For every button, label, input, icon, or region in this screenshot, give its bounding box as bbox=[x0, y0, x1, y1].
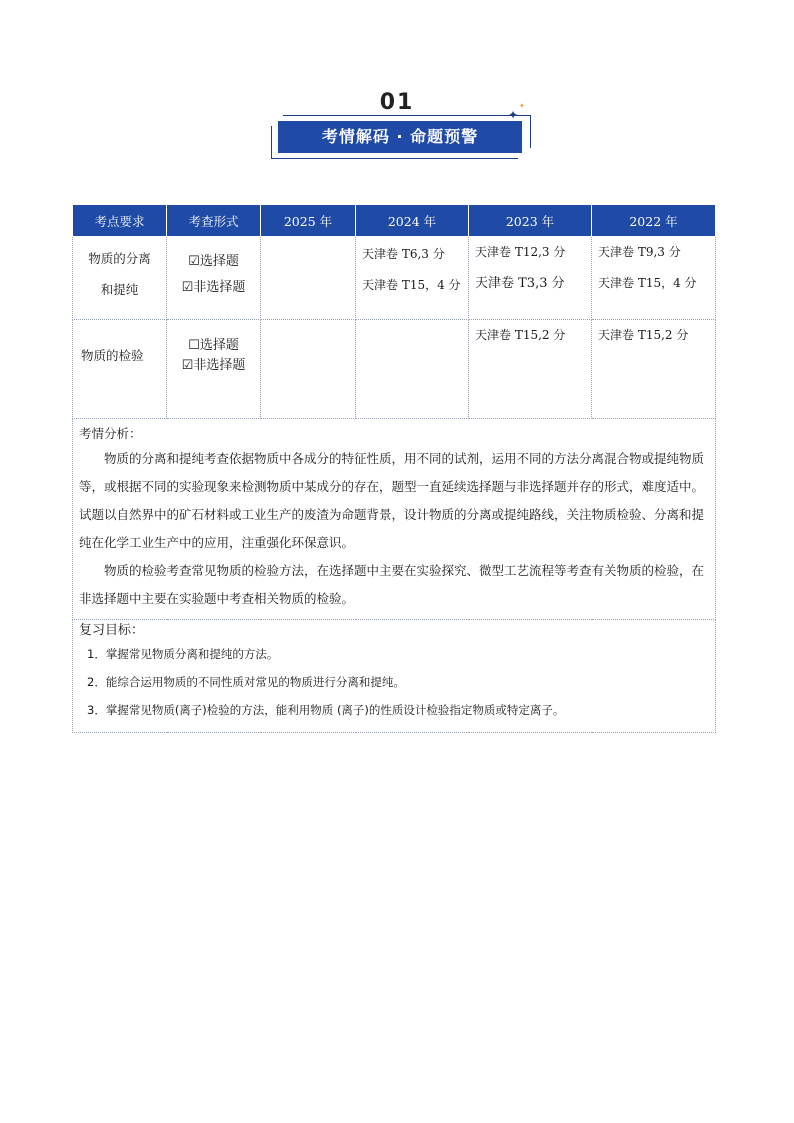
form-nonchoice: ☑非选择题 bbox=[181, 280, 246, 295]
col-header-topic: 考点要求 bbox=[73, 205, 167, 237]
exam-ref: 天津卷 T15，4 分 bbox=[598, 276, 697, 290]
exam-ref: 天津卷 T15，4 分 bbox=[362, 278, 461, 292]
sparkle-icon-small: ✦ bbox=[519, 102, 525, 110]
year-2024-cell bbox=[356, 320, 469, 419]
goals-title: 复习目标： bbox=[79, 623, 145, 638]
topic-cell bbox=[73, 320, 167, 419]
year-2022-cell bbox=[592, 320, 716, 419]
exam-table bbox=[72, 204, 716, 733]
exam-ref: 天津卷 T12,3 分 bbox=[475, 245, 566, 259]
year-2025-cell bbox=[261, 237, 356, 320]
year-2024-cell bbox=[356, 237, 469, 320]
analysis-paragraph: 物质的分离和提纯考查依据物质中各成分的特征性质，用不同的试剂，运用不同的方法分离混合物或提纯物质等，或根据不同的实验现象来检测物质中某成分的存在，题型一直延续选择题与非选择题并存的形式，难度适中。试题以自然界中的矿石材料或工业生产的废渣为命题背景，设计物质的分离或提纯路线，关注物质检验、分离和提纯在化学工业生产中的应用，注重强化环保意识。 bbox=[79, 451, 705, 550]
goals-row bbox=[73, 620, 716, 733]
sparkle-icon: ✦ bbox=[508, 108, 519, 122]
section-banner: 考情解码 · 命题预警 bbox=[278, 121, 522, 153]
year-2023-cell bbox=[469, 320, 592, 419]
section-number: 01 bbox=[379, 90, 415, 115]
goals-cell bbox=[73, 620, 716, 733]
col-header-2025: 2025 年 bbox=[261, 205, 356, 237]
goal-item: 3．掌握常见物质(离子)检验的方法，能利用物质 (离子)的性质设计检验指定物质或特定离子。 bbox=[87, 703, 565, 717]
form-cell bbox=[167, 320, 261, 419]
exam-ref: 天津卷 T6,3 分 bbox=[362, 247, 445, 261]
analysis-row bbox=[73, 419, 716, 620]
form-choice: ☐选择题 bbox=[188, 338, 239, 353]
analysis-cell bbox=[73, 419, 716, 620]
goal-item: 1．掌握常见物质分离和提纯的方法。 bbox=[87, 647, 279, 661]
exam-ref: 天津卷 T3,3 分 bbox=[475, 276, 565, 291]
year-2023-cell bbox=[469, 237, 592, 320]
table-row bbox=[73, 320, 716, 419]
table-header-row bbox=[73, 205, 716, 237]
topic-line: 物质的分离 bbox=[88, 251, 151, 266]
analysis-title: 考情分析： bbox=[79, 426, 142, 441]
col-header-form: 考查形式 bbox=[167, 205, 261, 237]
topic-line: 物质的检验 bbox=[81, 348, 144, 363]
section-header bbox=[0, 88, 794, 168]
goal-item: 2．能综合运用物质的不同性质对常见的物质进行分离和提纯。 bbox=[87, 675, 405, 689]
col-header-2024: 2024 年 bbox=[356, 205, 469, 237]
topic-line: 和提纯 bbox=[100, 282, 139, 297]
year-2022-cell bbox=[592, 237, 716, 320]
col-header-2023: 2023 年 bbox=[469, 205, 592, 237]
exam-ref: 天津卷 T15,2 分 bbox=[598, 328, 689, 342]
exam-ref: 天津卷 T15,2 分 bbox=[475, 328, 566, 342]
form-cell bbox=[167, 237, 261, 320]
analysis-paragraph: 物质的检验考查常见物质的检验方法，在选择题中主要在实验探究、微型工艺流程等考查有关物质的检验，在非选择题中主要在实验题中考查相关物质的检验。 bbox=[79, 563, 705, 606]
topic-cell bbox=[73, 237, 167, 320]
year-2025-cell bbox=[261, 320, 356, 419]
form-nonchoice: ☑非选择题 bbox=[181, 358, 246, 373]
col-header-2022: 2022 年 bbox=[592, 205, 716, 237]
exam-ref: 天津卷 T9,3 分 bbox=[598, 245, 681, 259]
table-row bbox=[73, 237, 716, 320]
form-choice: ☑选择题 bbox=[188, 254, 239, 269]
